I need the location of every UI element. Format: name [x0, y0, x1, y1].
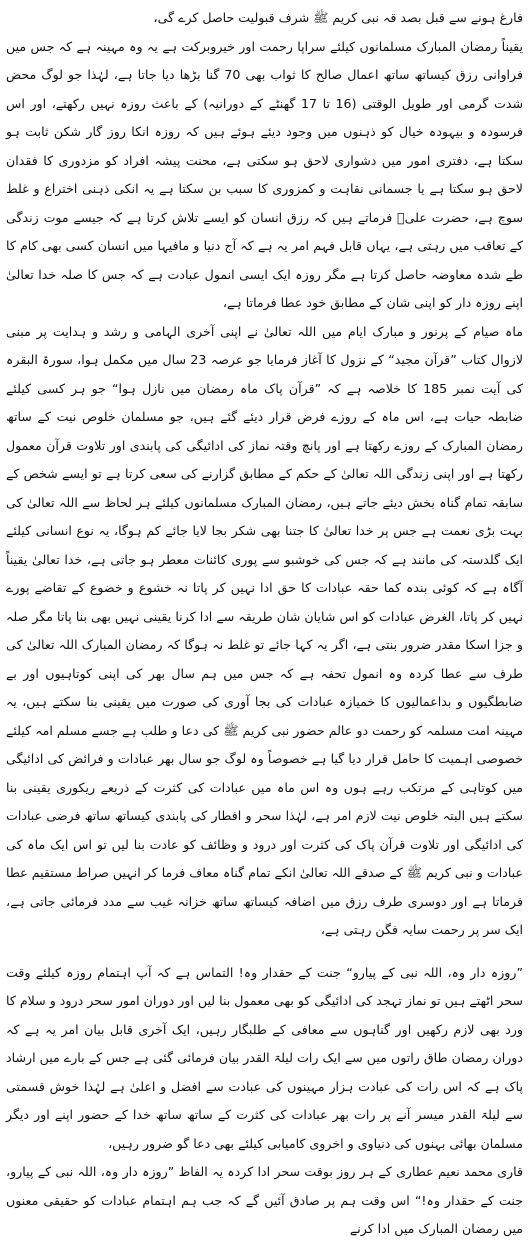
paragraph-ramadan-blessings: یقیناً رمضان المبارک مسلمانوں کیلئے سراپا رحمت اور خیروبرکت ہے یہ وہ مہینہ ہے کہ جس میں فراوانی رزق کیساتھ ساتھ اعمال صالح کا ثواب بھی 70 گنا بڑھا دیا جاتا ہے، لہٰذا جو لوگ محض شدت گرمی اور طویل الوقتی (16 تا 17 گھنٹے کے دورانیہ) کے باعث روزہ نہیں رکھتے، اور اس فرسودہ و بیہودہ خیال کو ذہنوں میں وجود دیئے ہوئے ہیں کہ روزہ انکا روز گار شکن ثابت ہو سکتا ہے، دفتری امور میں دشواری لاحق ہو سکتی ہے، محنت پیشہ افراد کو مزدوری کا فقدان لاحق ہو سکتا ہے یا جسمانی نقاہت و کمزوری کا سبب بن سکتا ہے یہ انکی ذہنی اختراع و غلط سوچ ہے، حضرت علیؓ فرماتے ہیں کہ رزق انسان کو ایسے تلاش کرتا ہے کہ جیسے موت زندگی کے تعاقب میں رہتی ہے، یہاں قابل فہم امر یہ ہے کہ آج دنیا و مافیہا میں انسان کسی بھی کام کا طے شدہ معاوضہ حاصل کرتا ہے مگر روزہ ایک ایسی انمول عبادت ہے کہ جس کا صلہ خدا تعالیٰ اپنے روزہ دار کو اپنی شان کے مطابق خود عطا فرماتا ہے، — [6, 38, 523, 310]
paragraph-intro-closing: فارغ ہونے سے قبل بصد قہ نبی کریم ﷺ شرف قبولیت حاصل کرے گی، — [153, 10, 523, 25]
paragraph-laylat-al-qadr: ”روزہ دار وہ، اللہ نبی کے پیارو“ جنت کے حقدار وہ! التماس ہے کہ آپ اہتمام روزہ کیلئے وقت سحر اٹھتے ہیں تو نماز تہجد کی ادائیگی کو بھی معمول بنا لیں اور دوران امور سحر درود و سلام کا ورد بھی لازم رکھیں اور گناہوں سے معافی کے طلبگار رہیں، ایک آخری قابل بیان امر یہ ہے کہ دوران رمضان طاق راتوں میں سے ایک رات لیلۃ القدر بیان فرمائی گئی ہے جس کے بارے میں ارشاد پاک ہے کہ اس رات کی عبادت ہزار مہینوں کی عبادت سے افضل و اعلیٰ ہے لہٰذا خوش قسمتی سے لیلۃ القدر میسر آنے پر رات بھر عبادات کی کثرت کے ساتھ ساتھ خدا کے حضور اپنے اور دیگر مسلمان بھائی بہنوں کی دنیاوی و اخروی کامیابی کیلئے بھی دعا گو ضرور رہیں، — [6, 964, 523, 1151]
paragraph-quran-revelation: ماہ صیام کے پرنور و مبارک ایام میں اللہ تعالیٰ نے اپنی آخری الہامی و رشد و ہدایت پر مبنی لازوال کتاب ”قرآن مجید“ کے نزول کا آغاز فرمایا جو عرصہ 23 سال میں مکمل ہوا، سورۃ البقرہ کی آیت نمبر 185 کا خلاصہ ہے کہ ”قرآن پاک ماہ رمضان میں نازل ہوا“ جو ہر کسی کیلئے ضابطہ حیات ہے، اس ماہ کے روزے فرض قرار دیئے گئے ہیں، جو مسلمان خلوص نیت کے ساتھ رمضان المبارک کے روزے رکھتا ہے اور پانچ وقتہ نماز کی ادائیگی کی پابندی اور تلاوت قرآن معمول رکھتا ہے اور اپنی زندگی اللہ تعالیٰ کے حکم کے مطابق گزارنے کی سعی کرتا ہے تو ایسے شخص کے سابقہ تمام گناہ بخش دیئے جاتے ہیں، رمضان المبارک مسلمانوں کیلئے ہر لحاظ سے اللہ تعالیٰ کی بہت بڑی نعمت ہے جس پر خدا تعالیٰ کا جتنا بھی شکر بجا لایا جائے کم ہوگا، یہ نوع انسانی کیلئے ایک گلدستہ کی مانند ہے کہ جس کی خوشبو سے پوری کائنات معطر ہو جاتی ہے، خدا تعالیٰ یقیناً آگاہ ہے کہ کوئی بندہ کما حقہ عبادات کا حق ادا نہیں کر پاتا نہ خشوع و خضوع کے تقاضے پورے نہیں کر پاتا، الغرض عبادات کو اس شایان شان طریقہ سے ادا کرنا یقینی نہیں بھی بنا پاتا مگر صلہ و جزا اسکا مقدر ضرور بنتی ہے، اگر یہ کہا جائے تو غلط نہ ہوگا کہ رمضان المبارک اللہ تعالیٰ کی طرف سے عطا کردہ وہ انمول تحفہ ہے کہ جس میں ہم سال بھر کی اپنی کوتاہیوں اور بے ضابطگیوں و بداعمالیوں کا خمیازہ عبادات کی بجا آوری کی صورت میں یقینی بنا سکتے ہیں، یہ مہینہ امت مسلمہ کو رحمت دو عالم حضور نبی کریم ﷺ کی دعا و طلب ہے جسے مسلم امہ کیلئے خصوصی اہمیت کا حامل قرار دیا گیا ہے خصوصاً وہ لوگ جو سال بھر عبادات و فرائض کی ادائیگی میں کوتاہی کے مرتکب رہے ہوں وہ اس ماہ میں عبادات کی کثرت کے ذریعے ریکوری یقینی بنا سکتے ہیں البتہ خلوص نیت لازم امر ہے، لہٰذا سحر و افطار کی پابندی کیساتھ ساتھ فرضی عبادات کی ادائیگی اور تلاوت قرآن پاک کی کثرت اور درود و وظائف کو عادت بنا لیں تو اس ایک ماہ کی عبادات و نبی کریم ﷺ کے صدقے اللہ تعالیٰ انکے تمام گناہ معاف فرما کر انہیں صراط مستقیم عطا فرماتا ہے اور دوسری طرف رزق میں اضافہ کیساتھ ساتھ خزانہ غیب سے مدد فرمائی جاتی ہے، ایک سر پر رحمت سایہ فگن رہتی ہے، — [6, 323, 524, 937]
paragraph-qari-quote: قاری محمد نعیم عطاری کے ہر روز بوقت سحر ادا کردہ یہ الفاظ ”روزہ دار وہ، اللہ نبی کے پیارو، جنت کے حقدار وہ!“ اس وقت ہم پر صادق آئیں گے کہ جب ہم اہتمام عبادات کو حقیقی معنوں میں رمضان المبارک میں ادا کرنے — [6, 1164, 523, 1236]
